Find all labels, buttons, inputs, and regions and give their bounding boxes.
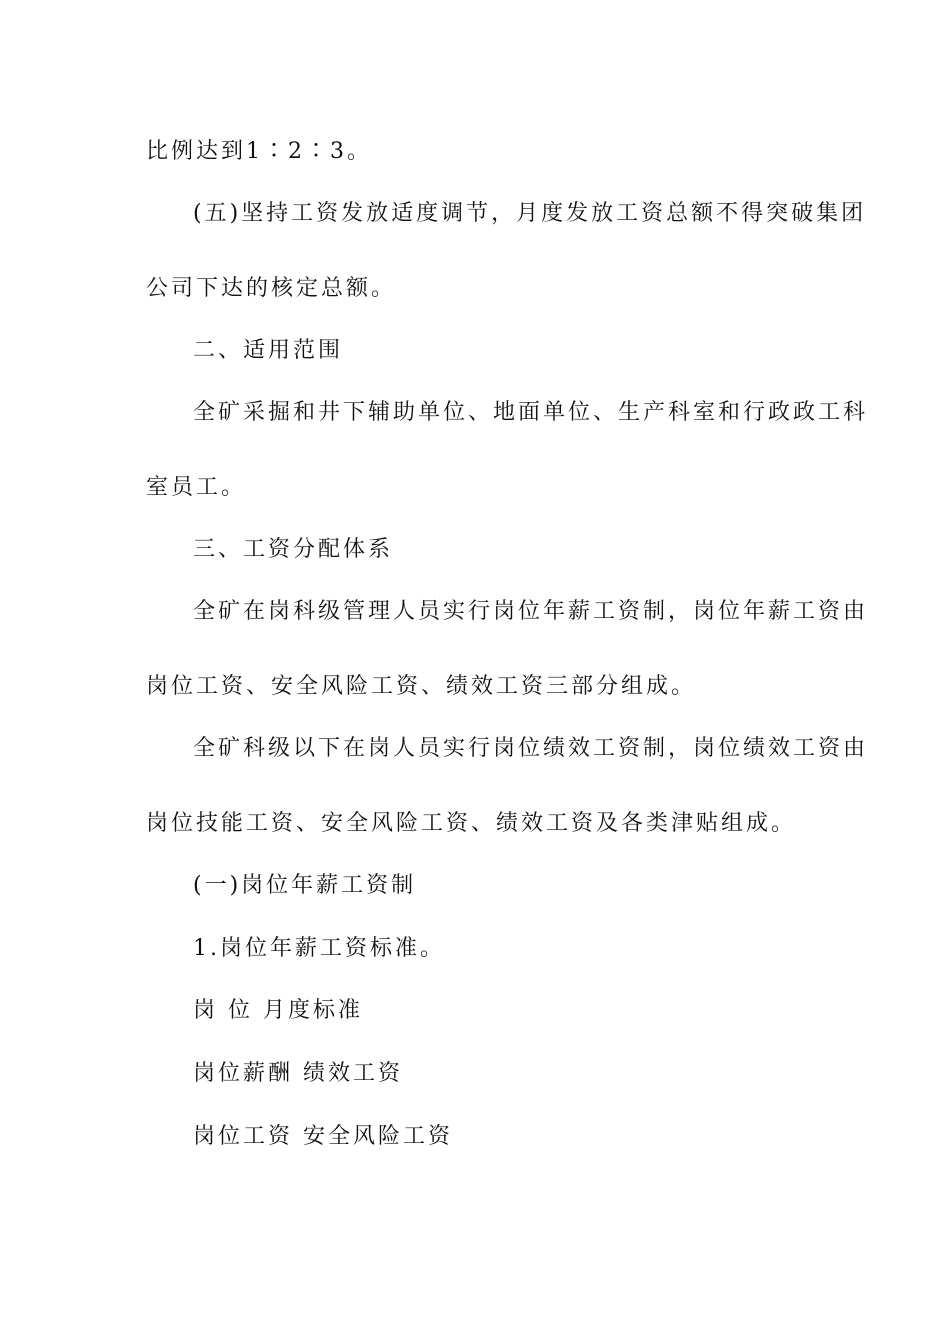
section-heading-wage-system: 三、工资分配体系 — [193, 537, 394, 562]
paragraph-line-1: 比例达到1∶2∶3。 — [146, 139, 372, 164]
paragraph-line-6: 室员工。 — [146, 475, 247, 500]
paragraph-line-11: 岗位技能工资、安全风险工资、绩效工资及各类津贴组成。 — [146, 811, 797, 836]
paragraph-line-5: 全矿采掘和井下辅助单位、地面单位、生产科室和行政政工科 — [193, 400, 869, 425]
table-text-row-2: 岗位薪酬 绩效工资 — [193, 1061, 403, 1086]
paragraph-line-3: 公司下达的核定总额。 — [146, 276, 397, 301]
paragraph-line-2: (五)坚持工资发放适度调节，月度发放工资总额不得突破集团 — [193, 201, 867, 226]
paragraph-line-10: 全矿科级以下在岗人员实行岗位绩效工资制，岗位绩效工资由 — [193, 736, 869, 761]
subsection-heading-annual-salary: (一)岗位年薪工资制 — [193, 873, 417, 898]
section-heading-scope: 二、适用范围 — [193, 338, 344, 363]
paragraph-line-8: 全矿在岗科级管理人员实行岗位年薪工资制，岗位年薪工资由 — [193, 599, 869, 624]
table-text-row-3: 岗位工资 安全风险工资 — [193, 1124, 453, 1149]
table-text-row-1: 岗 位 月度标准 — [193, 998, 363, 1023]
item-heading-salary-standard: 1.岗位年薪工资标准。 — [193, 936, 445, 961]
paragraph-line-9: 岗位工资、安全风险工资、绩效工资三部分组成。 — [146, 674, 697, 699]
